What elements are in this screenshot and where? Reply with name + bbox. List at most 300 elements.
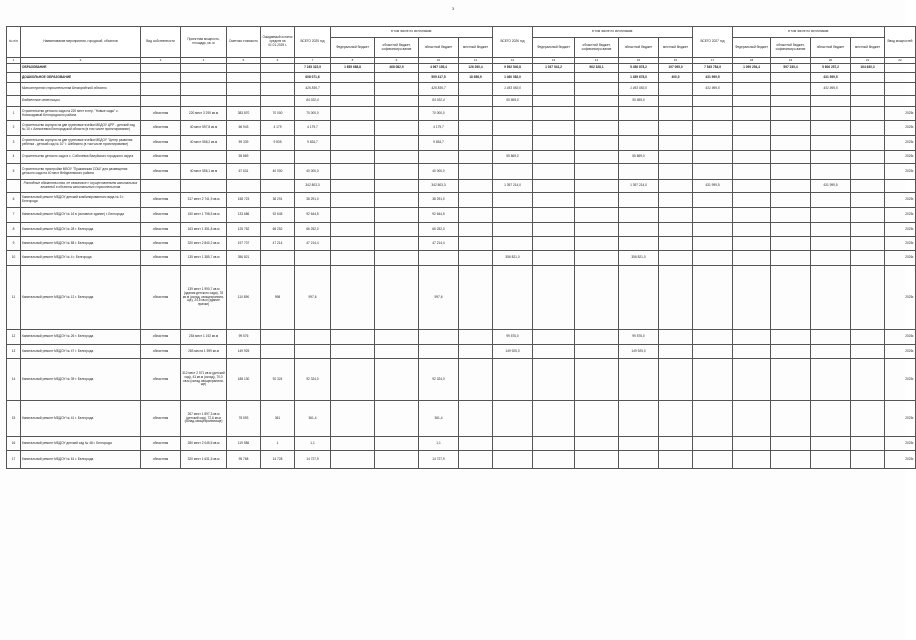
row-capacity: 220 мест 3 290 кв.м: [181, 107, 227, 121]
header-regfed-2026: областной бюджет, софинансиро-вание: [575, 38, 619, 58]
row-local-2027: 164 630,3: [851, 64, 885, 73]
row-year: [885, 180, 916, 193]
row-regfed-2027: [771, 330, 811, 345]
row-obl-2027: 431 999,5: [811, 180, 851, 193]
row-obl-2026: [619, 237, 659, 251]
header-cost: Сметная стоимость: [227, 27, 261, 58]
table-row: [7, 121, 916, 136]
row-total-2025: 92 324,0: [295, 359, 331, 401]
row-local-2027: [851, 193, 885, 208]
row-fed-2026: [533, 193, 575, 208]
row-total-2026: 99 576,0: [493, 330, 533, 345]
row-local-2025: [459, 223, 493, 237]
row-name: Капитальный ремонт МБДОУ № 85 г. Белгорода: [21, 237, 141, 251]
row-local-2026: 400,0: [659, 73, 693, 83]
row-total-2026: 1 453 083,0: [493, 83, 533, 96]
row-balance: 361: [261, 401, 295, 437]
row-ownership: областная: [141, 136, 181, 151]
row-name: ОБРАЗОВАНИЕ: [21, 64, 141, 73]
row-obl-2025: 1,1: [419, 437, 459, 451]
row-total-2025: 342 803,3: [295, 180, 331, 193]
row-number: 12: [7, 330, 21, 345]
row-obl-2026: [619, 437, 659, 451]
table-row: [7, 193, 916, 208]
row-ownership: областная: [141, 266, 181, 330]
row-obl-2026: 356 821,0: [619, 251, 659, 266]
row-fed-2026: [533, 437, 575, 451]
row-total-2025: 66 252,0: [295, 223, 331, 237]
row-regfed-2025: 468 082,9: [375, 64, 419, 73]
row-number: 16: [7, 437, 21, 451]
row-total-2026: [493, 266, 533, 330]
header-group-2026: в том числе по источникам:: [533, 27, 693, 38]
row-fed-2027: [733, 164, 771, 180]
row-cost: 356 821: [227, 251, 261, 266]
row-regfed-2025: [375, 136, 419, 151]
table-row: [7, 437, 916, 451]
row-local-2027: [851, 83, 885, 96]
row-regfed-2025: [375, 73, 419, 83]
row-regfed-2027: [771, 451, 811, 469]
row-obl-2027: 431 999,5: [811, 83, 851, 96]
row-total-2027: 7 545 784,9: [693, 64, 733, 73]
row-regfed-2026: [575, 73, 619, 83]
row-local-2027: [851, 223, 885, 237]
row-balance: 4 179: [261, 121, 295, 136]
row-total-2025: 9 834,7: [295, 136, 331, 151]
row-year: [885, 96, 916, 107]
row-name: Строительство корпуса на две групповые ячейки МБДОУ "Центр развития ребенка - детский сад № 10" г. Шебекино (в том числе проектирование): [21, 136, 141, 151]
row-regfed-2026: [575, 121, 619, 136]
table-row: [7, 180, 916, 193]
row-total-2025: [295, 345, 331, 359]
row-fed-2027: [733, 180, 771, 193]
row-obl-2025: 40 000,0: [419, 164, 459, 180]
row-obl-2025: 997,6: [419, 266, 459, 330]
row-fed-2025: [331, 266, 375, 330]
row-cost: 119 986: [227, 437, 261, 451]
row-name: Капитальный ремонт МБДОУ № 61 г. Белгорода: [21, 451, 141, 469]
row-regfed-2027: [771, 180, 811, 193]
column-index-cell: 1: [7, 58, 21, 64]
row-name: Министерство строительства Белгородской области: [21, 83, 141, 96]
column-index-cell: 11: [459, 58, 493, 64]
row-ownership: областная: [141, 451, 181, 469]
row-year: 2025г.: [885, 451, 916, 469]
column-index-cell: 19: [771, 58, 811, 64]
row-fed-2026: [533, 237, 575, 251]
row-total-2027: [693, 121, 733, 136]
row-local-2025: [459, 330, 493, 345]
row-obl-2027: 431 999,5: [811, 73, 851, 83]
row-regfed-2026: 962 328,1: [575, 64, 619, 73]
row-local-2025: [459, 251, 493, 266]
row-total-2027: [693, 401, 733, 437]
row-regfed-2025: [375, 208, 419, 223]
row-obl-2027: [811, 359, 851, 401]
row-regfed-2027: [771, 121, 811, 136]
row-year: 2025г.: [885, 266, 916, 330]
row-total-2026: [493, 164, 533, 180]
table-row: [7, 359, 916, 401]
row-obl-2025: [419, 251, 459, 266]
row-obl-2027: [811, 208, 851, 223]
row-fed-2027: [733, 107, 771, 121]
row-local-2025: [459, 451, 493, 469]
row-regfed-2025: [375, 121, 419, 136]
row-regfed-2027: [771, 73, 811, 83]
row-fed-2027: 1 099 254,4: [733, 64, 771, 73]
row-regfed-2027: [771, 251, 811, 266]
row-regfed-2025: [375, 345, 419, 359]
row-regfed-2026: [575, 136, 619, 151]
row-regfed-2027: [771, 83, 811, 96]
row-fed-2025: [331, 237, 375, 251]
row-regfed-2025: [375, 223, 419, 237]
row-capacity: [181, 180, 227, 193]
row-local-2025: [459, 401, 493, 437]
column-index-cell: 3: [141, 58, 181, 64]
row-regfed-2027: [771, 223, 811, 237]
row-obl-2026: 1 459 678,0: [619, 73, 659, 83]
row-fed-2027: [733, 237, 771, 251]
row-local-2027: [851, 237, 885, 251]
row-fed-2027: [733, 83, 771, 96]
header-number: № п/п: [7, 27, 21, 58]
row-local-2027: [851, 345, 885, 359]
row-obl-2027: [811, 107, 851, 121]
header-obl-2025: областной бюджет: [419, 38, 459, 58]
row-obl-2025: 9 834,7: [419, 136, 459, 151]
row-local-2026: [659, 193, 693, 208]
row-obl-2027: [811, 330, 851, 345]
row-ownership: областная: [141, 164, 181, 180]
row-fed-2026: [533, 107, 575, 121]
row-total-2027: 431 999,5: [693, 180, 733, 193]
row-regfed-2027: [771, 359, 811, 401]
row-obl-2025: 47 214,4: [419, 237, 459, 251]
row-obl-2027: [811, 437, 851, 451]
row-local-2026: [659, 266, 693, 330]
row-obl-2025: 14 727,9: [419, 451, 459, 469]
row-local-2025: 18 658,9: [459, 73, 493, 83]
header-fed-2025: Федеральный бюджет: [331, 38, 375, 58]
row-balance: 92 324: [261, 359, 295, 401]
table-row: [7, 151, 916, 164]
column-index-cell: 12: [493, 58, 533, 64]
row-local-2025: [459, 96, 493, 107]
row-year: [885, 64, 916, 73]
row-total-2025: 47 214,4: [295, 237, 331, 251]
header-local-2026: местный бюджет: [659, 38, 693, 58]
row-capacity: 40 мест 558,2 кв.м: [181, 136, 227, 151]
row-total-2027: 431 999,5: [693, 73, 733, 83]
row-total-2026: [493, 237, 533, 251]
row-regfed-2026: [575, 251, 619, 266]
row-capacity: 320 мест 2 840,2 кв.м: [181, 237, 227, 251]
row-fed-2027: [733, 330, 771, 345]
row-regfed-2025: [375, 359, 419, 401]
column-index-cell: 4: [181, 58, 227, 64]
row-balance: 1: [261, 437, 295, 451]
row-local-2026: [659, 121, 693, 136]
column-index-cell: 16: [659, 58, 693, 64]
row-regfed-2027: [771, 345, 811, 359]
row-local-2026: [659, 180, 693, 193]
row-local-2027: [851, 437, 885, 451]
row-local-2026: [659, 237, 693, 251]
row-regfed-2025: [375, 96, 419, 107]
row-cost: [227, 83, 261, 96]
column-index-cell: 14: [575, 58, 619, 64]
row-total-2026: [493, 107, 533, 121]
row-year: 2025г.: [885, 437, 916, 451]
row-total-2025: 70 000,0: [295, 107, 331, 121]
row-balance: 40 000: [261, 164, 295, 180]
row-regfed-2026: [575, 437, 619, 451]
row-obl-2025: [419, 330, 459, 345]
row-local-2026: [659, 451, 693, 469]
row-fed-2025: [331, 136, 375, 151]
row-local-2027: [851, 451, 885, 469]
row-regfed-2026: [575, 359, 619, 401]
row-fed-2026: [533, 136, 575, 151]
page-number: 3: [452, 6, 455, 11]
row-total-2027: [693, 251, 733, 266]
row-local-2026: [659, 223, 693, 237]
row-total-2025: 40 000,0: [295, 164, 331, 180]
row-balance: 92 645: [261, 208, 295, 223]
row-cost: 158 723: [227, 193, 261, 208]
row-regfed-2025: [375, 330, 419, 345]
row-name: Бюджетные инвестиции: [21, 96, 141, 107]
row-total-2027: [693, 345, 733, 359]
row-balance: 47 214: [261, 237, 295, 251]
row-ownership: областная: [141, 345, 181, 359]
row-local-2026: [659, 136, 693, 151]
row-local-2025: [459, 180, 493, 193]
row-local-2025: [459, 345, 493, 359]
row-obl-2026: [619, 121, 659, 136]
row-local-2026: [659, 345, 693, 359]
row-number: 13: [7, 345, 21, 359]
row-year: [885, 73, 916, 83]
row-name: ДОШКОЛЬНОЕ ОБРАЗОВАНИЕ: [21, 73, 141, 83]
row-fed-2027: [733, 266, 771, 330]
row-balance: [261, 345, 295, 359]
table-row: [7, 266, 916, 330]
table-row: [7, 237, 916, 251]
row-obl-2026: [619, 208, 659, 223]
row-obl-2027: [811, 223, 851, 237]
row-ownership: [141, 96, 181, 107]
row-fed-2027: [733, 151, 771, 164]
row-local-2027: [851, 136, 885, 151]
row-ownership: областная: [141, 208, 181, 223]
row-total-2026: [493, 359, 533, 401]
row-capacity: 135 мест 1 385,7 кв.м: [181, 251, 227, 266]
row-fed-2025: [331, 401, 375, 437]
row-name: Капитальный ремонт МБДОУ № 16 в (основное здание) г. Белгорода: [21, 208, 141, 223]
row-fed-2026: [533, 223, 575, 237]
row-local-2026: [659, 151, 693, 164]
row-local-2027: [851, 401, 885, 437]
row-year: 2025г.: [885, 237, 916, 251]
row-total-2027: [693, 330, 733, 345]
table-row: [7, 401, 916, 437]
row-number: 5: [7, 164, 21, 180]
row-total-2025: 84 032,4: [295, 96, 331, 107]
header-group-2027: в том числе по источникам:: [733, 27, 885, 38]
row-obl-2026: 55 869,0: [619, 151, 659, 164]
row-fed-2025: [331, 151, 375, 164]
row-obl-2025: 4 967 155,4: [419, 64, 459, 73]
row-ownership: областная: [141, 401, 181, 437]
row-regfed-2025: [375, 193, 419, 208]
row-local-2027: [851, 330, 885, 345]
row-total-2026: 55 869,0: [493, 96, 533, 107]
row-number: 2: [7, 121, 21, 136]
header-total-2027: ВСЕГО 2027 год: [693, 27, 733, 58]
row-obl-2025: 38 291,0: [419, 193, 459, 208]
header-ownership: Вид собственности: [141, 27, 181, 58]
header-regfed-2025: областной бюджет, софинансиро-вание: [375, 38, 419, 58]
row-fed-2026: [533, 330, 575, 345]
row-regfed-2026: [575, 401, 619, 437]
row-total-2026: [493, 437, 533, 451]
row-obl-2025: 426 836,7: [419, 83, 459, 96]
row-ownership: [141, 73, 181, 83]
row-total-2027: [693, 451, 733, 469]
row-name: Капитальный ремонт МБДОУ детский комбинированного вида № 3 г. Белгорода: [21, 193, 141, 208]
row-fed-2026: [533, 266, 575, 330]
row-fed-2026: [533, 96, 575, 107]
row-fed-2025: 1 655 688,8: [331, 64, 375, 73]
row-local-2025: [459, 136, 493, 151]
row-obl-2026: [619, 164, 659, 180]
row-year: [885, 83, 916, 96]
row-obl-2027: [811, 345, 851, 359]
row-local-2027: [851, 151, 885, 164]
row-cost: 383 870: [227, 107, 261, 121]
header-local-2025: местный бюджет: [459, 38, 493, 58]
row-ownership: областная: [141, 223, 181, 237]
row-regfed-2026: [575, 151, 619, 164]
row-obl-2027: [811, 151, 851, 164]
row-year: 2025г.: [885, 223, 916, 237]
row-number: 17: [7, 451, 21, 469]
table-row: [7, 451, 916, 469]
row-fed-2025: [331, 121, 375, 136]
row-local-2025: [459, 164, 493, 180]
row-regfed-2027: [771, 107, 811, 121]
row-capacity: 163 мест 1 351,8 кв.м: [181, 223, 227, 237]
row-cost: 197 737: [227, 237, 261, 251]
row-regfed-2025: [375, 451, 419, 469]
row-regfed-2026: [575, 223, 619, 237]
column-index-cell: 8: [331, 58, 375, 64]
row-fed-2027: [733, 401, 771, 437]
row-total-2025: 7 245 322,9: [295, 64, 331, 73]
column-index-cell: 21: [851, 58, 885, 64]
header-fed-2027: Федеральный бюджет: [733, 38, 771, 58]
column-index-cell: 10: [419, 58, 459, 64]
row-total-2026: [493, 401, 533, 437]
row-fed-2025: [331, 437, 375, 451]
row-name: Капитальный ремонт МБДОУ № 26 г. Белгорода: [21, 330, 141, 345]
row-total-2027: [693, 151, 733, 164]
row-balance: 70 000: [261, 107, 295, 121]
row-total-2026: [493, 208, 533, 223]
row-total-2027: [693, 237, 733, 251]
table-row: [7, 83, 916, 96]
row-balance: [261, 73, 295, 83]
row-number: 10: [7, 251, 21, 266]
row-fed-2026: [533, 359, 575, 401]
row-number: 1: [7, 107, 21, 121]
row-total-2026: 356 821,0: [493, 251, 533, 266]
row-balance: [261, 251, 295, 266]
row-number: 8: [7, 223, 21, 237]
table-row: [7, 107, 916, 121]
row-obl-2025: 4 179,7: [419, 121, 459, 136]
row-obl-2027: 5 606 257,2: [811, 64, 851, 73]
row-fed-2027: [733, 451, 771, 469]
row-cost: 99 576: [227, 330, 261, 345]
row-local-2027: [851, 359, 885, 401]
row-total-2026: 149 925,0: [493, 345, 533, 359]
row-fed-2025: [331, 180, 375, 193]
row-regfed-2026: [575, 193, 619, 208]
row-local-2025: [459, 193, 493, 208]
row-total-2027: [693, 208, 733, 223]
row-balance: 9 835: [261, 136, 295, 151]
header-capacity: Проектная мощность, площадь, кв. м: [181, 27, 227, 58]
row-ownership: областная: [141, 437, 181, 451]
row-obl-2026: 1 453 083,0: [619, 83, 659, 96]
row-local-2026: [659, 251, 693, 266]
row-local-2027: [851, 96, 885, 107]
row-regfed-2025: [375, 180, 419, 193]
row-name: Расходные обязательства, не связанные с осуществлением капитальных вложений в объекты капитального строительства: [21, 180, 141, 193]
row-obl-2027: [811, 96, 851, 107]
row-number: 4: [7, 151, 21, 164]
row-capacity: [181, 73, 227, 83]
header-regfed-2027: областной бюджет, софинансиро-вание: [771, 38, 811, 58]
row-obl-2026: [619, 107, 659, 121]
table-row: [7, 251, 916, 266]
row-capacity: 40 мест 597,8 кв.м: [181, 121, 227, 136]
table-row: [7, 73, 916, 83]
row-obl-2026: [619, 223, 659, 237]
row-obl-2027: [811, 193, 851, 208]
row-name: Строительство пристройки МБОУ "Пушкинская СОШ" для размещения детского сада на 40 мест Вейделевского района: [21, 164, 141, 180]
row-fed-2025: [331, 208, 375, 223]
row-regfed-2026: [575, 96, 619, 107]
row-capacity: 283 места 1 599 кв.м: [181, 345, 227, 359]
row-name: Строительство корпуса на две групповые ячейки МБДОУ ЦРР - детский сад № 10 г. Алексеевки Белгородской области (в том числе проектирование): [21, 121, 141, 136]
row-regfed-2025: [375, 266, 419, 330]
row-name: Строительство детского сада на 220 мест в пер. "Новые сады" с. Новосадовый Белгородского района: [21, 107, 141, 121]
row-obl-2027: [811, 401, 851, 437]
row-fed-2025: [331, 345, 375, 359]
row-fed-2026: [533, 401, 575, 437]
row-capacity: 280 мест 2 045,5 кв.м: [181, 437, 227, 451]
row-ownership: [141, 83, 181, 96]
row-local-2025: [459, 266, 493, 330]
row-fed-2026: [533, 83, 575, 96]
row-balance: 38 291: [261, 193, 295, 208]
